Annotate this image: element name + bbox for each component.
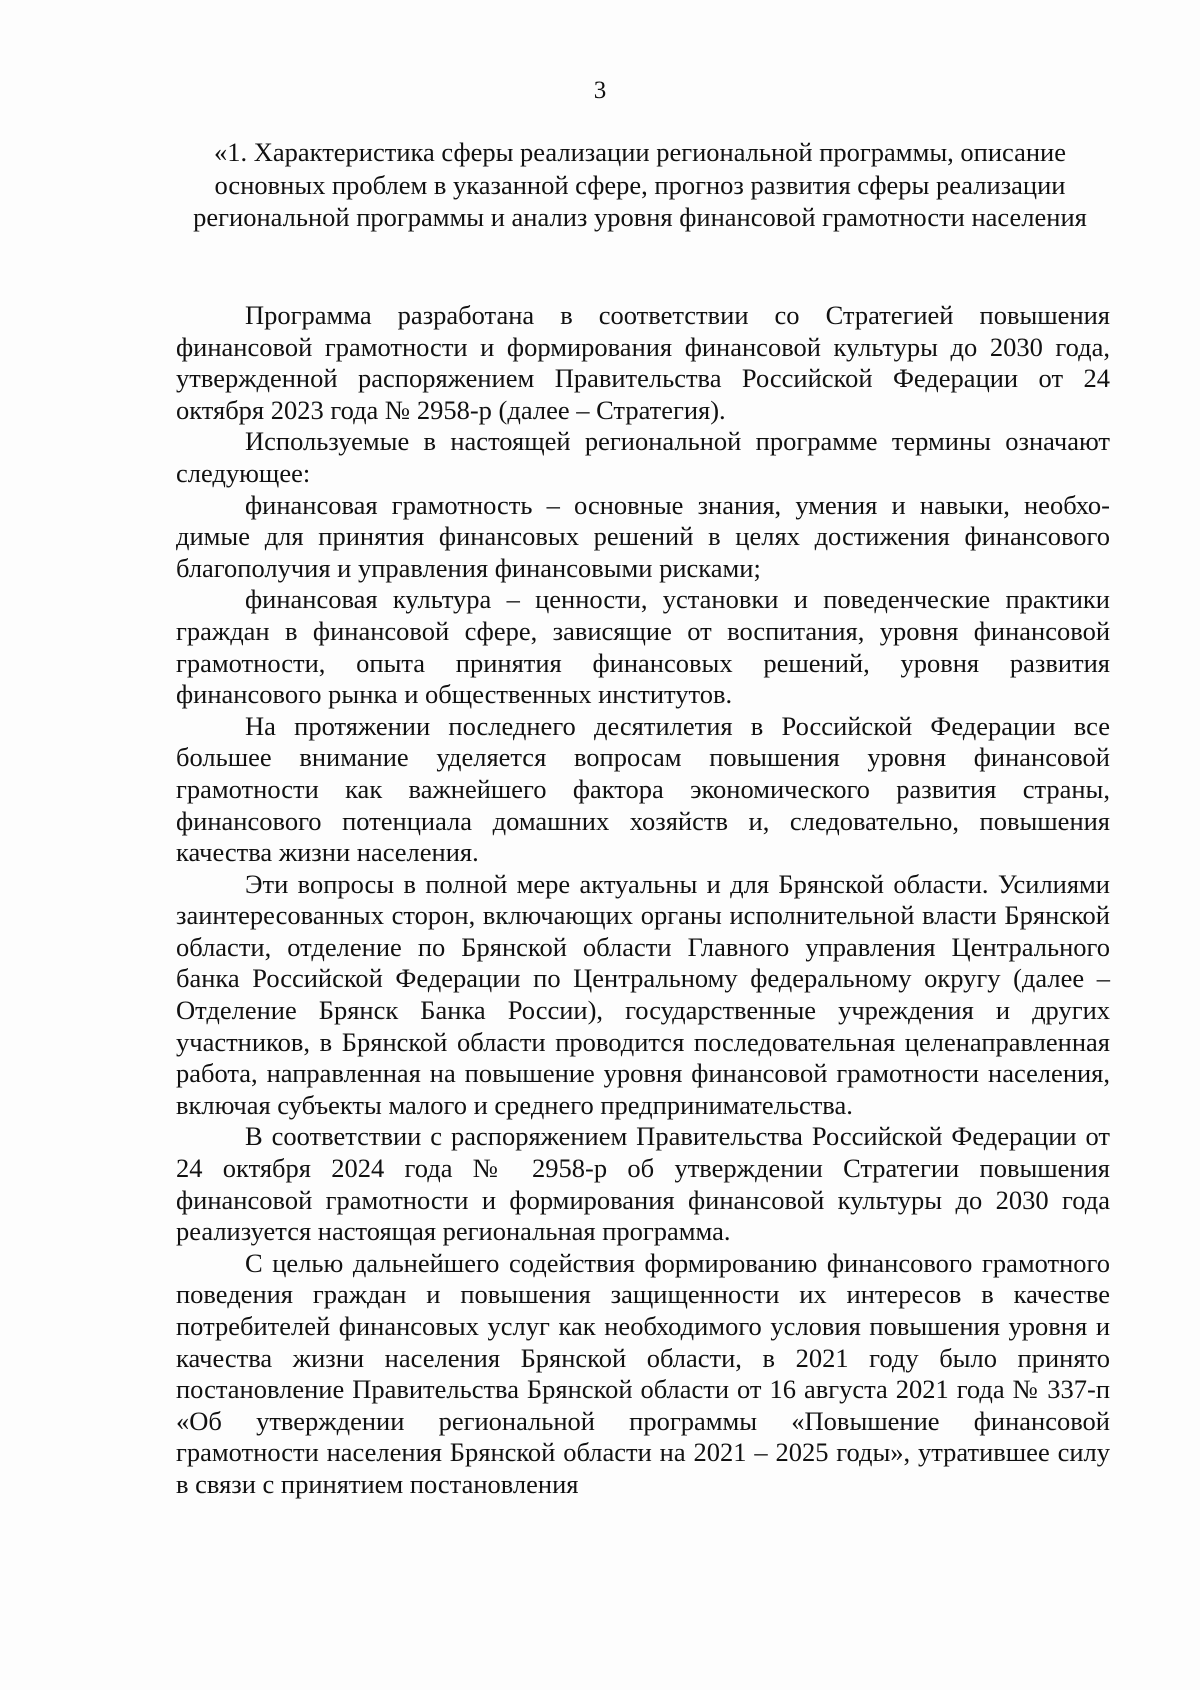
page-number: 3 — [593, 77, 607, 104]
paragraph-previous-program: С целью дальнейшего содействия формированию финансового грамотного поведения граждан и повышения защищенности их интересов в качестве потребителей финансовых услуг как необходимого условия повышения уровня и качества жизни населения Брянской области, в 2021 году было принято постановление Правительства Брянской области от 16 августа 2021 года № 337-п «Об утверждении региональной программы «Повышение финансовой грамотности населения Брянской области на 2021 – 2025 годы», утратившее силу в связи с принятием постановления — [176, 1247, 1110, 1499]
paragraph-financial-culture-definition: финансовая культура – ценности, установки и поведенческие практики граждан в финансовой сфере, зависящие от воспитания, уровня финансовой грамотности, опыта принятия финансовых решений, уровня развития финансового рынка и общественных институтов. — [176, 584, 1110, 710]
paragraph-terms-intro: Используемые в настоящей региональной программе термины означают следующее: — [176, 426, 1110, 488]
paragraph-bryansk-work: Эти вопросы в полной мере актуальны и для Брянской области. Усилиями заинтересованных сторон, включающих органы исполнительной власти Брянской области, отделение по Брянской области Главного управления Центрального банка Российской Федерации по Центральному федеральному округу (далее – Отделение Брянск Банка России), государственные учреждения и других участников, в Брянской области проводится последовательная целенаправленная работа, направленная на повышение уровня финансовой грамотности населения, включая субъекты малого и среднего предпринимательства. — [176, 868, 1110, 1120]
section-heading: «1. Характеристика сферы реализации региональной программы, описание основных проблем в указанной сфере, прогноз развития сферы реализации региональной программы и анализ уровня финансовой грамотности населения — [193, 137, 1087, 232]
document-body — [176, 300, 1110, 1501]
paragraph-federal-attention: На протяжении последнего десятилетия в Российской Федерации все большее внимание уделяется вопросам повышения уровня финансовой грамотности как важнейшего фактора экономического развития страны, финансового потенциала домашних хозяйств и, следовательно, повышения качества жизни населения. — [176, 710, 1110, 868]
paragraph-government-order: В соответствии с распоряжением Правительства Российской Федерации от 24 октября 2024 года № 2958-р об утверждении Стратегии повышения финансовой грамотности и формирования финансовой культуры до 2030 года реализуется настоящая региональная программа. — [176, 1121, 1110, 1247]
paragraph-strategy-basis: Программа разработана в соответствии со Стратегией повышения финансовой грамотности и формирования финансовой культуры до 2030 года, утвержденной распоряжением Правительства Российской Федерации от 24 октября 2023 года № 2958-р (далее – Стратегия). — [176, 300, 1110, 425]
paragraph-financial-literacy-definition: финансовая грамотность – основные знания, умения и навыки, необходимые для принятия финансовых решений в целях достижения финансового благополучия и управления финансовыми рисками; — [176, 489, 1110, 583]
